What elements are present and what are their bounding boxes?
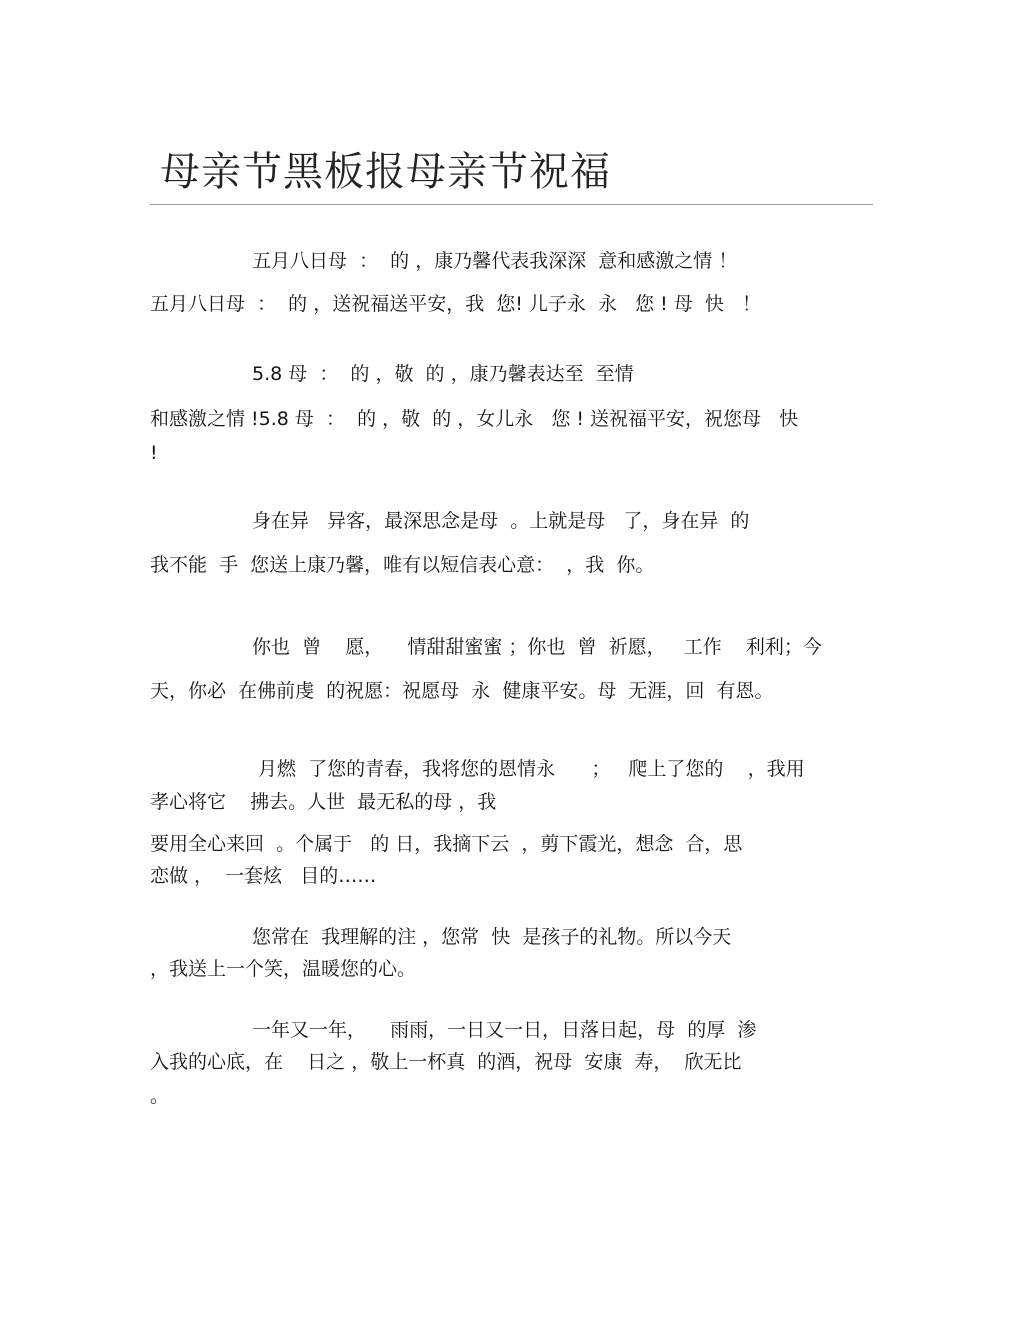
paragraph-6-line-2: ，我送上一个笑，温暖您的心。 [150, 958, 417, 980]
paragraph-7-line-2: 入我的心底，在 日之 ，敬上一杯真 的酒，祝母 安康 寿， 欣无比 [150, 1051, 742, 1073]
paragraph-2-line-2: 和感激之情 !5.8 母 ： 的 ，敬 的 ，女儿永 您 ! 送祝福平安，祝您母 快 [150, 408, 799, 430]
paragraph-5-line-1: 月燃 了您的青春，我将您的恩情永 ； 爬上了您的 ，我用 [258, 758, 805, 780]
paragraph-5-line-3: 要用全心来回 。个属于 的 日，我摘下云 ，剪下霞光，想念 合，思 [150, 833, 743, 855]
paragraph-2-line-1: 5.8 母 ： 的 ，敬 的 ，康乃馨表达至 至情 [252, 363, 634, 385]
paragraph-1-line-2: 五月八日母 ： 的 ，送祝福送平安，我 您! 儿子永 永 您 ! 母 快 ！ [150, 293, 762, 315]
paragraph-4-line-1: 你也 曾 愿， 情甜甜蜜蜜 ；你也 曾 祈愿， 工作 利利；今 [252, 636, 822, 658]
title-divider [150, 204, 873, 205]
paragraph-3-line-2: 我不能 手 您送上康乃馨，唯有以短信表心意： ，我 你。 [150, 554, 655, 576]
paragraph-2-line-3: ! [150, 442, 158, 464]
paragraph-7-line-1: 一年又一年， 雨雨，一日又一日，日落日起，母 的厚 渗 [252, 1019, 757, 1041]
paragraph-5-line-2: 孝心将它 拂去。人世 最无私的母 ，我 [150, 791, 497, 813]
paragraph-6-line-1: 您常在 我理解的注 ，您常 快 是孩子的礼物。所以今天 [252, 926, 732, 948]
paragraph-3-line-1: 身在异 异客，最深思念是母 。上就是母 了，身在异 的 [252, 510, 750, 532]
paragraph-4-line-2: 天，你必 在佛前虔 的祝愿：祝愿母 永 健康平安。母 无涯，回 有恩。 [150, 680, 774, 702]
document-title: 母亲节黑板报母亲节祝福 [160, 149, 611, 195]
paragraph-1-line-1: 五月八日母 ： 的 ，康乃馨代表我深深 意和感激之情 ！ [252, 250, 738, 272]
paragraph-5-line-4: 恋做 ， 一套炫 目的…… [150, 865, 377, 887]
paragraph-7-line-3: 。 [150, 1085, 170, 1107]
